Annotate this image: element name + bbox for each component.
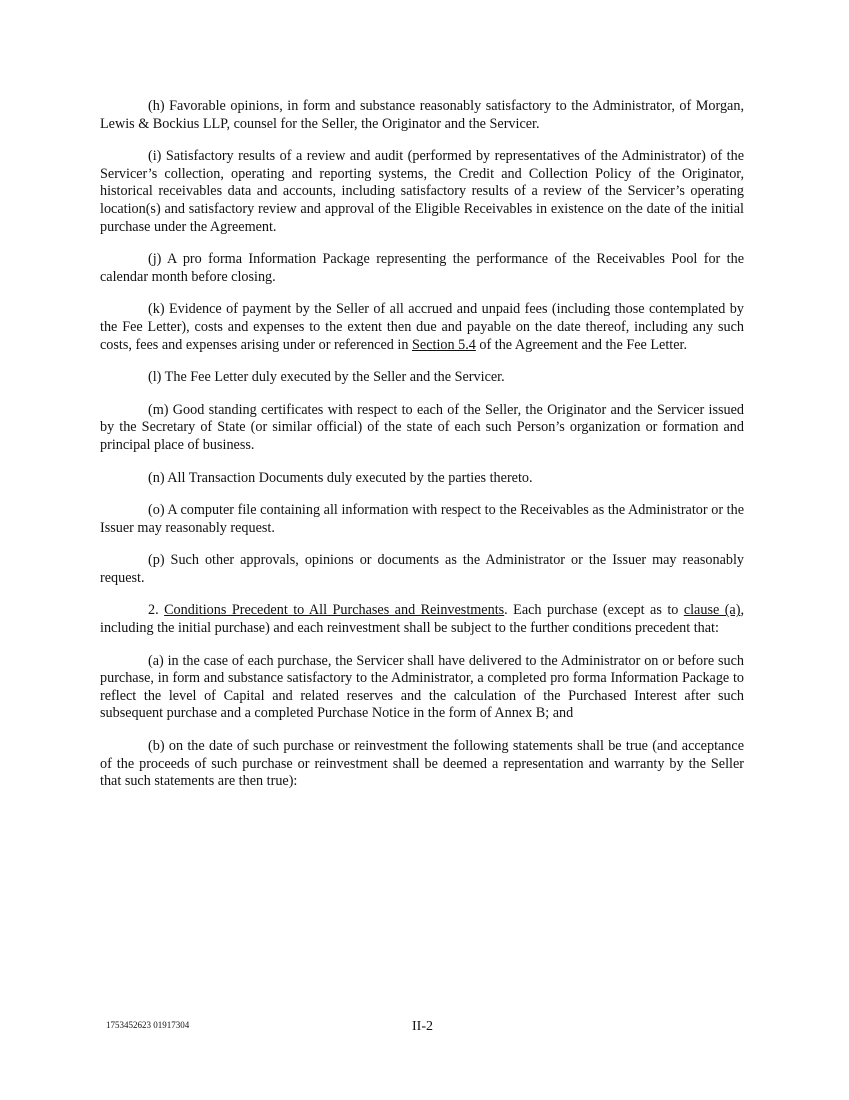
section-2-paragraph xyxy=(100,602,744,637)
paragraph-m: (m) Good standing certificates with respect to each of the Seller, the Originator and the Servicer issued by the Secretary of State (or similar official) of the state of each such Person’s organization or formation and principal place of business. xyxy=(100,401,744,453)
paragraph-n: (n) All Transaction Documents duly executed by the parties thereto. xyxy=(148,469,533,486)
clause-reference: clause (a) xyxy=(683,602,741,619)
paragraph-k-text: (k) Evidence of payment by the Seller of all accrued and unpaid fees (including those contemplated by the Fee Letter), costs and expenses to the extent then due and payable on the date thereof, including any such costs, fees and expenses arising under or referenced in xyxy=(100,301,744,353)
paragraph-p: (p) Such other approvals, opinions or documents as the Administrator or the Issuer may reasonably request. xyxy=(100,552,744,586)
paragraph-b: (b) on the date of such purchase or reinvestment the following statements shall be true (and acceptance of the proceeds of such purchase or reinvestment shall be deemed a representation and warranty by the Seller that such statements are then true): xyxy=(100,738,744,790)
footer-document-id: 1753452623 01917304 xyxy=(106,1020,190,1030)
paragraph-o: (o) A computer file containing all information with respect to the Receivables as the Administrator or the Issuer may reasonably request. xyxy=(100,502,744,536)
footer-page-number: II-2 xyxy=(412,1019,433,1034)
paragraph-i: (i) Satisfactory results of a review and audit (performed by representatives of the Administrator) of the Servicer’s collection, operating and reporting systems, the Credit and Collection Policy of the Originator, historical receivables data and accounts, including satisfactory results of a review of the Servicer’s operating location(s) and satisfactory review and approval of the Eligible Receivables in existence on the date of the initial purchase under the Agreement. xyxy=(100,148,744,235)
section-2-text: . Each purchase (except as to xyxy=(504,602,684,619)
section-reference-link: Section 5.4 xyxy=(412,336,476,353)
paragraph-k xyxy=(100,301,744,354)
section-2-heading: Conditions Precedent to All Purchases and Reinvestments xyxy=(164,602,505,619)
paragraph-k-tail: of the Agreement and the Fee Letter. xyxy=(475,336,688,353)
paragraph-l: (l) The Fee Letter duly executed by the Seller and the Servicer. xyxy=(148,369,505,386)
document-body xyxy=(100,98,744,806)
paragraph-h: (h) Favorable opinions, in form and substance reasonably satisfactory to the Administrator, of Morgan, Lewis & Bockius LLP, counsel for the Seller, the Originator and the Servicer. xyxy=(100,98,744,132)
section-2-tail: , including the initial purchase) and each reinvestment shall be subject to the further conditions precedent that: xyxy=(100,602,745,637)
paragraph-j: (j) A pro forma Information Package representing the performance of the Receivables Pool for the calendar month before closing. xyxy=(100,251,744,285)
paragraph-a: (a) in the case of each purchase, the Servicer shall have delivered to the Administrator on or before such purchase, in form and substance satisfactory to the Administrator, a completed pro forma Information Package to reflect the level of Capital and related reserves and the calculation of the Purchased Interest after such subsequent purchase and a completed Purchase Notice in the form of Annex B; and xyxy=(100,652,744,722)
section-2-number: 2. xyxy=(148,602,165,619)
